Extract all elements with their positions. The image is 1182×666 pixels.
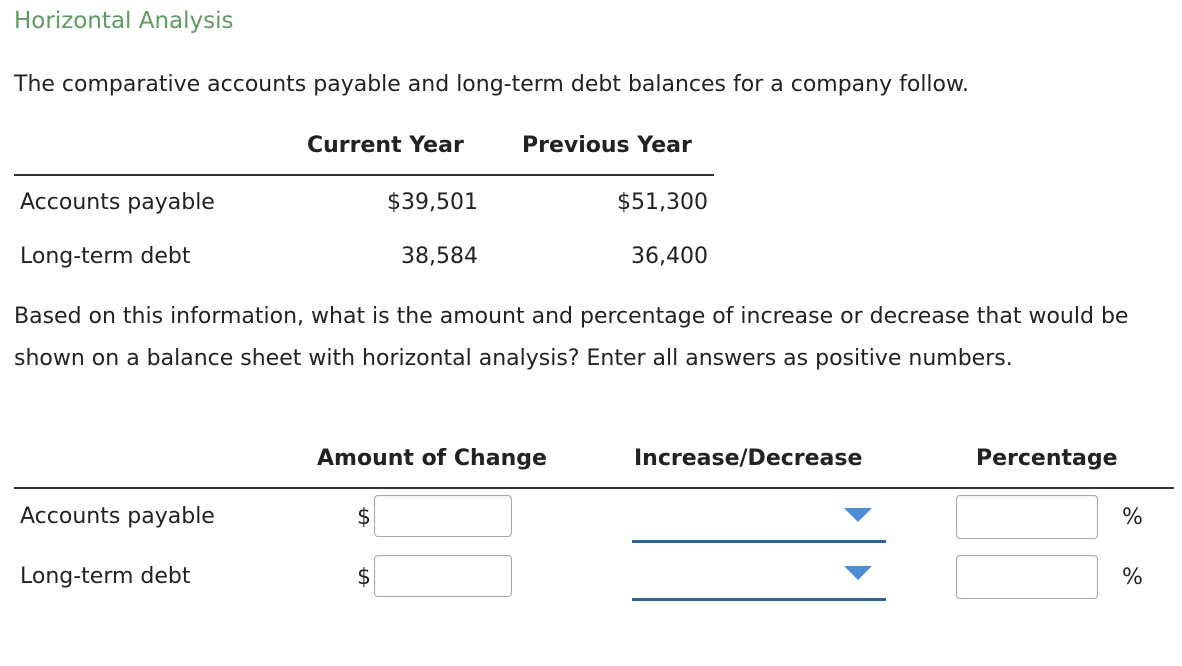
header-increase-decrease: Increase/Decrease	[634, 446, 863, 471]
answer-table-rule	[14, 487, 1174, 489]
answer-row-label-accounts-payable: Accounts payable	[20, 504, 215, 529]
answer-row-label-long-term-debt: Long-term debt	[20, 564, 191, 589]
dollar-sign: $	[357, 565, 371, 590]
intro-text: The comparative accounts payable and long-term debt balances for a company follow.	[14, 72, 969, 97]
accounts-payable-previous: $51,300	[617, 190, 708, 215]
question-text: Based on this information, what is the amount and percentage of increase or decrease that would be shown on a balance sheet with horizontal analysis? Enter all answers as positive numbers.	[14, 304, 1129, 371]
chevron-down-icon	[844, 566, 872, 580]
page-title: Horizontal Analysis	[14, 8, 234, 34]
long-term-debt-current: 38,584	[401, 244, 478, 269]
header-current-year: Current Year	[307, 133, 464, 158]
direction-long-term-debt-select[interactable]	[632, 554, 886, 601]
percentage-accounts-payable-input[interactable]	[956, 495, 1098, 539]
long-term-debt-previous: 36,400	[631, 244, 708, 269]
row-label-long-term-debt: Long-term debt	[20, 244, 191, 269]
dollar-sign: $	[357, 505, 371, 530]
header-previous-year: Previous Year	[522, 133, 692, 158]
accounts-payable-current: $39,501	[387, 190, 478, 215]
chevron-down-icon	[844, 508, 872, 522]
percent-sign: %	[1122, 565, 1143, 590]
table-rule	[14, 174, 714, 176]
direction-accounts-payable-select[interactable]	[632, 496, 886, 543]
amount-change-accounts-payable-input[interactable]	[374, 495, 512, 537]
header-percentage: Percentage	[976, 446, 1118, 471]
row-label-accounts-payable: Accounts payable	[20, 190, 215, 215]
percentage-long-term-debt-input[interactable]	[956, 555, 1098, 599]
amount-change-long-term-debt-input[interactable]	[374, 555, 512, 597]
percent-sign: %	[1122, 505, 1143, 530]
header-amount-of-change: Amount of Change	[317, 446, 547, 471]
